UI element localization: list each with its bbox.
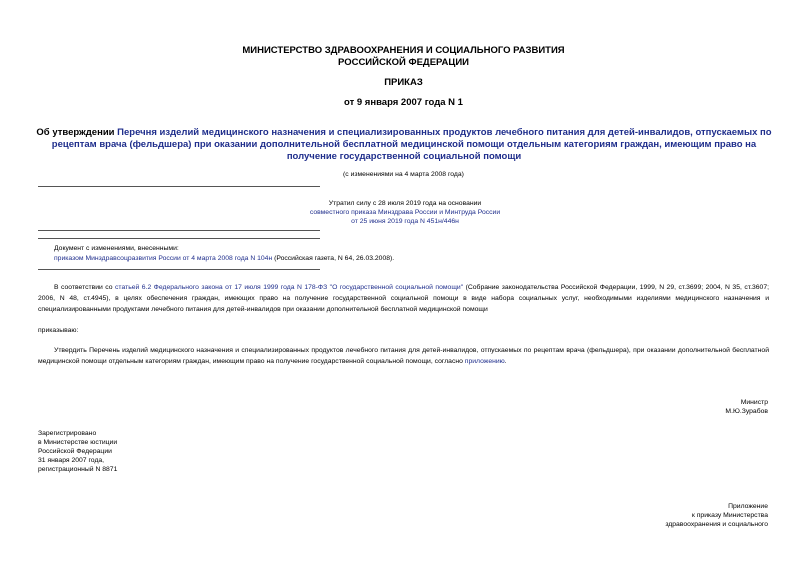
preamble-paragraph bbox=[38, 282, 769, 315]
separator bbox=[38, 186, 320, 187]
title-prefix: Об утверждении bbox=[36, 127, 115, 138]
separator bbox=[38, 230, 320, 231]
signatory-name: М.Ю.Зурабов bbox=[725, 408, 768, 415]
document-date-number: от 9 января 2007 года N 1 bbox=[344, 97, 463, 108]
revision-note: (с изменениями на 4 марта 2008 года) bbox=[343, 171, 464, 178]
preamble-text: (Собрание законодательства Российской Федерации, 1999, N 29, ст.3699; 2004, N 35, ст.3607; 2006, N 48, ст.4945), в целях обеспечения граждан, имеющих право на получение государственной социальной помощи в виде набора социальных услуг, необходимыми изделиями медицинского назначения и специализированными продуктами лечебного питания для детей-инвалидов при оказании дополнительной бесплатной медицинской помощи bbox=[38, 284, 769, 313]
registration-line: Зарегистрировано bbox=[38, 430, 97, 437]
expired-order-link[interactable]: совместного приказа Минздрава России и Минтруда России bbox=[309, 209, 501, 216]
signatory-position: Министр bbox=[740, 399, 768, 406]
expired-notice bbox=[240, 199, 570, 226]
appendix-link[interactable]: приложению bbox=[464, 358, 505, 365]
registration-block bbox=[38, 429, 117, 474]
registration-date: 31 января 2007 года, bbox=[38, 457, 105, 464]
ministry-line-2: РОССИЙСКОЙ ФЕДЕРАЦИИ bbox=[337, 57, 469, 68]
amendments-line bbox=[54, 254, 754, 263]
resolution-text: Утвердить Перечень изделий медицинского назначения и специализированных продуктов лечебного питания для детей-инвалидов, отпускаемых по рецептам врача (фельдшера), при оказании дополнительной бесплатной медицинской помощи отдельным категориям граждан, имеющим право на получение государственной социальной помощи, согласно bbox=[38, 347, 769, 365]
amendment-order-link[interactable]: приказом Минздравсоцразвития России от 4 марта 2008 года N 104н bbox=[54, 255, 273, 262]
registration-number: регистрационный N 8871 bbox=[38, 466, 118, 473]
appendix-header bbox=[665, 502, 768, 529]
expired-order-number-link[interactable]: от 25 июня 2019 года N 451н/446н bbox=[351, 218, 459, 225]
expired-line: Утратил силу с 28 июля 2019 года на основании bbox=[328, 200, 482, 207]
appendix-line: к приказу Министерства bbox=[691, 512, 768, 519]
resolution-end: . bbox=[504, 358, 507, 365]
appendix-line: здравоохранения и социального bbox=[665, 521, 768, 528]
separator bbox=[38, 238, 320, 239]
appendix-line: Приложение bbox=[728, 503, 768, 510]
document-title bbox=[36, 127, 772, 163]
document-type: ПРИКАЗ bbox=[384, 77, 423, 88]
signature-block bbox=[725, 398, 768, 416]
title-link[interactable]: Перечня изделий медицинского назначения и специализированных продуктов лечебного питания для детей-инвалидов, отпускаемых по рецептам врача (фельдшера) при оказании дополнительной бесплатной медицинской помощи отдельным категориям граждан, имеющим право на получение государственной социальной помощи bbox=[51, 127, 772, 162]
order-word: приказываю: bbox=[38, 327, 79, 334]
separator bbox=[38, 269, 320, 270]
law-article-link[interactable]: статьей 6.2 Федерального закона от 17 июля 1999 года N 178-ФЗ "О государственной социальной помощи" bbox=[115, 284, 464, 291]
amendments-label: Документ с изменениями, внесенными: bbox=[54, 245, 179, 252]
amendment-source: (Российская газета, N 64, 26.03.2008). bbox=[272, 255, 395, 262]
preamble-prefix: В соответствии со bbox=[54, 284, 116, 291]
registration-line: Российской Федерации bbox=[38, 448, 112, 455]
registration-line: в Министерстве юстиции bbox=[38, 439, 118, 446]
ministry-line-1: МИНИСТЕРСТВО ЗДРАВООХРАНЕНИЯ И СОЦИАЛЬНОГО РАЗВИТИЯ bbox=[242, 45, 565, 56]
resolution-paragraph bbox=[38, 345, 769, 367]
